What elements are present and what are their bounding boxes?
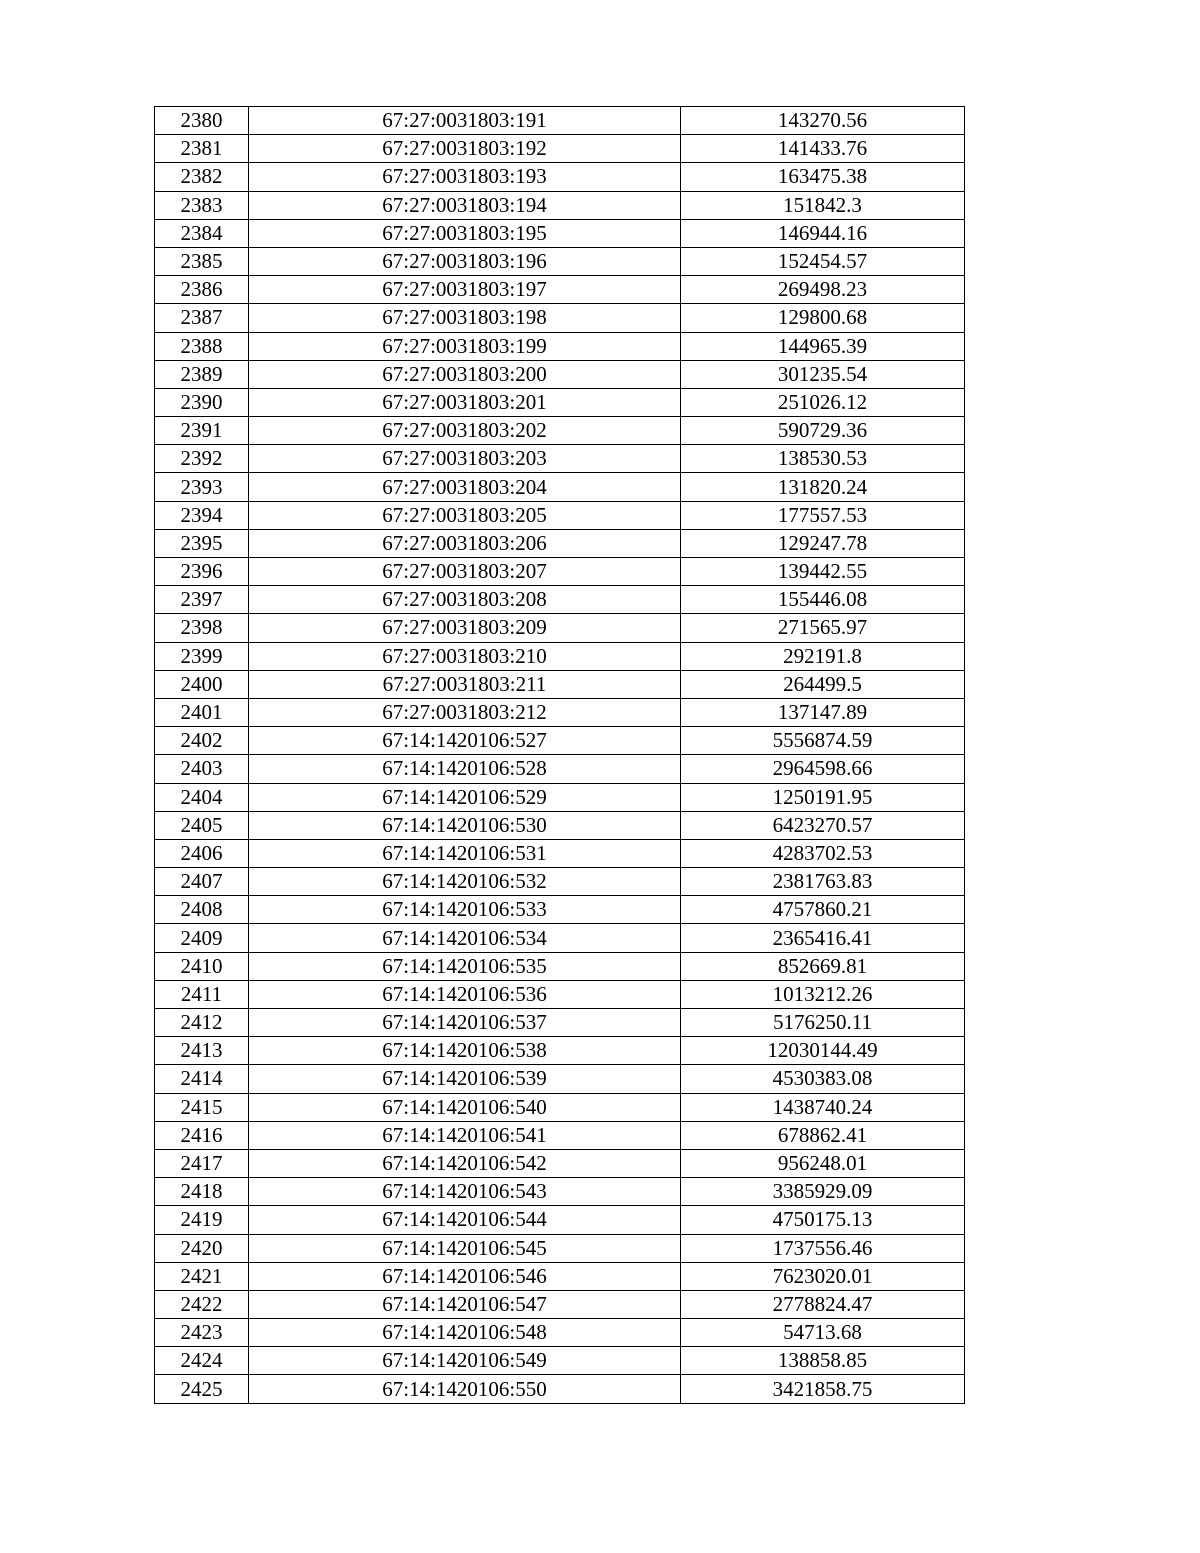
cadastral-number-cell: 67:14:1420106:549 <box>249 1347 681 1375</box>
cadastral-value-table <box>154 106 965 1404</box>
table-row <box>155 1262 965 1290</box>
table-row <box>155 952 965 980</box>
table-row <box>155 924 965 952</box>
value-cell: 131820.24 <box>681 473 965 501</box>
value-cell: 155446.08 <box>681 586 965 614</box>
row-number-cell: 2390 <box>155 388 249 416</box>
table-row <box>155 868 965 896</box>
cadastral-number-cell: 67:14:1420106:544 <box>249 1206 681 1234</box>
value-cell: 301235.54 <box>681 360 965 388</box>
table-row <box>155 332 965 360</box>
value-cell: 143270.56 <box>681 107 965 135</box>
value-cell: 177557.53 <box>681 501 965 529</box>
cadastral-number-cell: 67:14:1420106:537 <box>249 1009 681 1037</box>
cadastral-number-cell: 67:27:0031803:201 <box>249 388 681 416</box>
value-cell: 129800.68 <box>681 304 965 332</box>
cadastral-number-cell: 67:27:0031803:209 <box>249 614 681 642</box>
table-row <box>155 529 965 557</box>
value-cell: 956248.01 <box>681 1149 965 1177</box>
row-number-cell: 2406 <box>155 839 249 867</box>
cadastral-number-cell: 67:14:1420106:543 <box>249 1178 681 1206</box>
table-row <box>155 1065 965 1093</box>
value-cell: 251026.12 <box>681 388 965 416</box>
row-number-cell: 2418 <box>155 1178 249 1206</box>
table-row <box>155 1178 965 1206</box>
table-row <box>155 501 965 529</box>
table-row <box>155 642 965 670</box>
cadastral-number-cell: 67:14:1420106:545 <box>249 1234 681 1262</box>
value-cell: 2964598.66 <box>681 755 965 783</box>
row-number-cell: 2396 <box>155 558 249 586</box>
row-number-cell: 2389 <box>155 360 249 388</box>
cadastral-number-cell: 67:14:1420106:547 <box>249 1290 681 1318</box>
table-row <box>155 1206 965 1234</box>
value-cell: 152454.57 <box>681 247 965 275</box>
cadastral-number-cell: 67:27:0031803:199 <box>249 332 681 360</box>
value-cell: 264499.5 <box>681 670 965 698</box>
table-row <box>155 1037 965 1065</box>
cadastral-number-cell: 67:14:1420106:527 <box>249 727 681 755</box>
value-cell: 4283702.53 <box>681 839 965 867</box>
row-number-cell: 2407 <box>155 868 249 896</box>
value-cell: 2381763.83 <box>681 868 965 896</box>
cadastral-number-cell: 67:27:0031803:193 <box>249 163 681 191</box>
value-cell: 5176250.11 <box>681 1009 965 1037</box>
cadastral-number-cell: 67:27:0031803:210 <box>249 642 681 670</box>
table-row <box>155 755 965 783</box>
row-number-cell: 2392 <box>155 445 249 473</box>
cadastral-number-cell: 67:14:1420106:531 <box>249 839 681 867</box>
row-number-cell: 2382 <box>155 163 249 191</box>
cadastral-number-cell: 67:27:0031803:191 <box>249 107 681 135</box>
row-number-cell: 2399 <box>155 642 249 670</box>
cadastral-number-cell: 67:14:1420106:533 <box>249 896 681 924</box>
cadastral-number-cell: 67:27:0031803:208 <box>249 586 681 614</box>
row-number-cell: 2413 <box>155 1037 249 1065</box>
cadastral-number-cell: 67:27:0031803:212 <box>249 698 681 726</box>
cadastral-number-cell: 67:27:0031803:204 <box>249 473 681 501</box>
row-number-cell: 2400 <box>155 670 249 698</box>
row-number-cell: 2401 <box>155 698 249 726</box>
row-number-cell: 2421 <box>155 1262 249 1290</box>
value-cell: 139442.55 <box>681 558 965 586</box>
cadastral-number-cell: 67:27:0031803:198 <box>249 304 681 332</box>
row-number-cell: 2409 <box>155 924 249 952</box>
row-number-cell: 2424 <box>155 1347 249 1375</box>
table-row <box>155 896 965 924</box>
value-cell: 271565.97 <box>681 614 965 642</box>
table-row <box>155 1234 965 1262</box>
table-body <box>155 107 965 1404</box>
table-row <box>155 811 965 839</box>
value-cell: 12030144.49 <box>681 1037 965 1065</box>
row-number-cell: 2385 <box>155 247 249 275</box>
cadastral-number-cell: 67:27:0031803:200 <box>249 360 681 388</box>
cadastral-number-cell: 67:27:0031803:197 <box>249 276 681 304</box>
table-row <box>155 1319 965 1347</box>
cadastral-number-cell: 67:27:0031803:211 <box>249 670 681 698</box>
value-cell: 144965.39 <box>681 332 965 360</box>
table-row <box>155 670 965 698</box>
table-row <box>155 304 965 332</box>
cadastral-number-cell: 67:14:1420106:550 <box>249 1375 681 1403</box>
value-cell: 4530383.08 <box>681 1065 965 1093</box>
row-number-cell: 2425 <box>155 1375 249 1403</box>
cadastral-number-cell: 67:14:1420106:538 <box>249 1037 681 1065</box>
table-row <box>155 191 965 219</box>
value-cell: 2365416.41 <box>681 924 965 952</box>
table-row <box>155 1121 965 1149</box>
table-row <box>155 247 965 275</box>
value-cell: 6423270.57 <box>681 811 965 839</box>
row-number-cell: 2394 <box>155 501 249 529</box>
table-row <box>155 1290 965 1318</box>
table-row <box>155 473 965 501</box>
row-number-cell: 2393 <box>155 473 249 501</box>
row-number-cell: 2397 <box>155 586 249 614</box>
value-cell: 1250191.95 <box>681 783 965 811</box>
value-cell: 141433.76 <box>681 135 965 163</box>
table-row <box>155 219 965 247</box>
value-cell: 163475.38 <box>681 163 965 191</box>
row-number-cell: 2416 <box>155 1121 249 1149</box>
row-number-cell: 2398 <box>155 614 249 642</box>
value-cell: 1013212.26 <box>681 980 965 1008</box>
value-cell: 2778824.47 <box>681 1290 965 1318</box>
cadastral-number-cell: 67:14:1420106:529 <box>249 783 681 811</box>
table-row <box>155 1347 965 1375</box>
row-number-cell: 2408 <box>155 896 249 924</box>
row-number-cell: 2383 <box>155 191 249 219</box>
cadastral-number-cell: 67:27:0031803:192 <box>249 135 681 163</box>
table-row <box>155 1149 965 1177</box>
value-cell: 146944.16 <box>681 219 965 247</box>
value-cell: 590729.36 <box>681 417 965 445</box>
table-row <box>155 727 965 755</box>
table-row <box>155 107 965 135</box>
value-cell: 3421858.75 <box>681 1375 965 1403</box>
cadastral-number-cell: 67:27:0031803:196 <box>249 247 681 275</box>
row-number-cell: 2384 <box>155 219 249 247</box>
cadastral-number-cell: 67:14:1420106:539 <box>249 1065 681 1093</box>
table-row <box>155 558 965 586</box>
table-row <box>155 698 965 726</box>
row-number-cell: 2380 <box>155 107 249 135</box>
table-row <box>155 614 965 642</box>
cadastral-number-cell: 67:27:0031803:206 <box>249 529 681 557</box>
value-cell: 4750175.13 <box>681 1206 965 1234</box>
cadastral-number-cell: 67:27:0031803:207 <box>249 558 681 586</box>
row-number-cell: 2404 <box>155 783 249 811</box>
cadastral-number-cell: 67:14:1420106:536 <box>249 980 681 1008</box>
row-number-cell: 2387 <box>155 304 249 332</box>
table-row <box>155 135 965 163</box>
value-cell: 151842.3 <box>681 191 965 219</box>
value-cell: 1438740.24 <box>681 1093 965 1121</box>
table-row <box>155 586 965 614</box>
row-number-cell: 2402 <box>155 727 249 755</box>
row-number-cell: 2415 <box>155 1093 249 1121</box>
cadastral-number-cell: 67:14:1420106:530 <box>249 811 681 839</box>
table-row <box>155 388 965 416</box>
table-row <box>155 1375 965 1403</box>
cadastral-number-cell: 67:27:0031803:194 <box>249 191 681 219</box>
value-cell: 7623020.01 <box>681 1262 965 1290</box>
cadastral-number-cell: 67:27:0031803:202 <box>249 417 681 445</box>
cadastral-number-cell: 67:27:0031803:203 <box>249 445 681 473</box>
cadastral-number-cell: 67:14:1420106:535 <box>249 952 681 980</box>
row-number-cell: 2411 <box>155 980 249 1008</box>
value-cell: 852669.81 <box>681 952 965 980</box>
row-number-cell: 2419 <box>155 1206 249 1234</box>
row-number-cell: 2412 <box>155 1009 249 1037</box>
table-row <box>155 783 965 811</box>
table-row <box>155 980 965 1008</box>
table-row <box>155 839 965 867</box>
row-number-cell: 2403 <box>155 755 249 783</box>
value-cell: 138530.53 <box>681 445 965 473</box>
cadastral-number-cell: 67:14:1420106:546 <box>249 1262 681 1290</box>
table-row <box>155 163 965 191</box>
value-cell: 138858.85 <box>681 1347 965 1375</box>
value-cell: 1737556.46 <box>681 1234 965 1262</box>
table-row <box>155 1093 965 1121</box>
table-row <box>155 417 965 445</box>
value-cell: 3385929.09 <box>681 1178 965 1206</box>
row-number-cell: 2391 <box>155 417 249 445</box>
cadastral-number-cell: 67:14:1420106:540 <box>249 1093 681 1121</box>
row-number-cell: 2414 <box>155 1065 249 1093</box>
value-cell: 678862.41 <box>681 1121 965 1149</box>
row-number-cell: 2420 <box>155 1234 249 1262</box>
value-cell: 269498.23 <box>681 276 965 304</box>
cadastral-number-cell: 67:14:1420106:548 <box>249 1319 681 1347</box>
value-cell: 129247.78 <box>681 529 965 557</box>
cadastral-number-cell: 67:14:1420106:532 <box>249 868 681 896</box>
row-number-cell: 2423 <box>155 1319 249 1347</box>
row-number-cell: 2386 <box>155 276 249 304</box>
value-cell: 137147.89 <box>681 698 965 726</box>
row-number-cell: 2405 <box>155 811 249 839</box>
cadastral-number-cell: 67:27:0031803:195 <box>249 219 681 247</box>
row-number-cell: 2395 <box>155 529 249 557</box>
row-number-cell: 2410 <box>155 952 249 980</box>
value-cell: 292191.8 <box>681 642 965 670</box>
row-number-cell: 2417 <box>155 1149 249 1177</box>
cadastral-number-cell: 67:14:1420106:528 <box>249 755 681 783</box>
table-row <box>155 276 965 304</box>
value-cell: 54713.68 <box>681 1319 965 1347</box>
table-row <box>155 1009 965 1037</box>
row-number-cell: 2388 <box>155 332 249 360</box>
table-row <box>155 445 965 473</box>
value-cell: 5556874.59 <box>681 727 965 755</box>
row-number-cell: 2422 <box>155 1290 249 1318</box>
cadastral-number-cell: 67:14:1420106:542 <box>249 1149 681 1177</box>
row-number-cell: 2381 <box>155 135 249 163</box>
table-row <box>155 360 965 388</box>
cadastral-number-cell: 67:14:1420106:534 <box>249 924 681 952</box>
cadastral-number-cell: 67:27:0031803:205 <box>249 501 681 529</box>
value-cell: 4757860.21 <box>681 896 965 924</box>
cadastral-number-cell: 67:14:1420106:541 <box>249 1121 681 1149</box>
